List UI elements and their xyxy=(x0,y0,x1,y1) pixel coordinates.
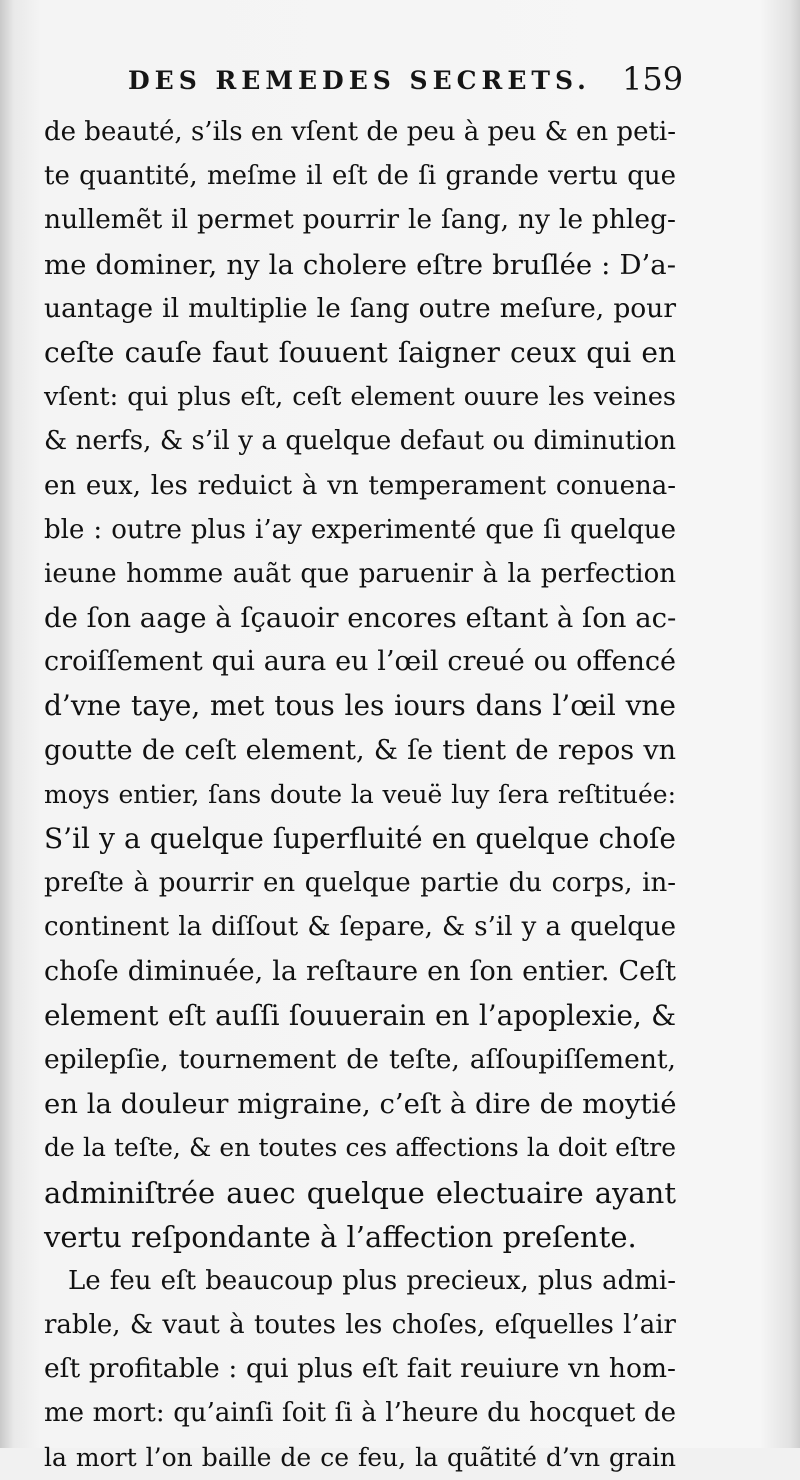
text-line: element eſt auſſi ſouuerain en l’apoplexie, & xyxy=(44,998,676,1032)
text-line: me mort: qu’ainſi ſoit ſi à l’heure du hocquet de xyxy=(44,1398,676,1429)
text-line: vertu reſpondante à l’affection preſente. xyxy=(44,1219,637,1254)
text-line: ceſte cauſe faut ſouuent ſaigner ceux qui en xyxy=(44,335,676,369)
text-line: me dominer, ny la cholere eſtre bruſlée : D’a- xyxy=(44,248,676,281)
body-text xyxy=(44,110,676,1480)
text-line: adminiſtrée auec quelque electuaire ayant xyxy=(44,1175,676,1210)
text-line: de ſon aage à ſçauoir encores eſtant à ſon ac- xyxy=(44,602,677,635)
text-line: croiſſement qui aura eu l’œil creué ou offencé xyxy=(44,646,676,678)
text-line: en la douleur migraine, c’eſt à dire de moytié xyxy=(44,1088,677,1121)
text-line: S’il y a quelque ſuperfluité en quelque choſe xyxy=(44,822,676,855)
text-line: en eux, les reduict à vn temperament conuena- xyxy=(44,470,676,501)
text-line: Le feu eſt beaucoup plus precieux, plus admi- xyxy=(68,1265,676,1296)
text-line: moys entier, ſans doute la veuë luy ſera reſtituée: xyxy=(44,779,676,809)
text-line: continent la diſſout & ſepare, & s’il y a quelque xyxy=(44,912,676,943)
text-line: ieune homme auãt que paruenir à la perfection xyxy=(44,558,676,589)
text-line: de la teſte, & en toutes ces affections la doit eſtre xyxy=(44,1133,676,1163)
text-line: rable, & vaut à toutes les choſes, eſquelles l’air xyxy=(44,1310,676,1341)
text-line: choſe diminuée, la reſtaure en ſon entier. Ceſt xyxy=(44,955,676,987)
text-line: goutte de ceſt element, & ſe tient de repos vn xyxy=(44,734,676,766)
text-line: d’vne taye, met tous les iours dans l’œil vne xyxy=(44,689,676,723)
text-line: de beauté, s’ils en vſent de peu à peu & en peti- xyxy=(44,117,676,147)
text-line: eſt profitable : qui plus eſt fait reuiure vn hom- xyxy=(44,1353,676,1385)
text-line: vſent: qui plus eſt, ceſt element ouure les veines xyxy=(44,382,676,413)
text-line: la mort l’on baille de ce feu, la quãtité d’vn grain xyxy=(44,1442,676,1472)
text-line: te quantité, meſme il eſt de ſi grande vertu que xyxy=(44,161,676,192)
text-line: ble : outre plus i’ay experimenté que ſi quelque xyxy=(44,514,676,545)
text-line: epilepſie, tournement de teſte, aſſoupiſſement, xyxy=(44,1043,676,1075)
text-line: & nerfs, & s’il y a quelque defaut ou diminution xyxy=(44,426,676,457)
running-head: DES REMEDES SECRETS. xyxy=(128,66,591,95)
text-line: nullemẽt il permet pourrir le ſang, ny le phleg- xyxy=(44,204,676,236)
text-line: preſte à pourrir en quelque partie du corps, in- xyxy=(44,868,676,899)
page-number: 159 xyxy=(622,60,684,98)
text-line: uantage il multiplie le ſang outre meſure, pour xyxy=(44,292,676,324)
